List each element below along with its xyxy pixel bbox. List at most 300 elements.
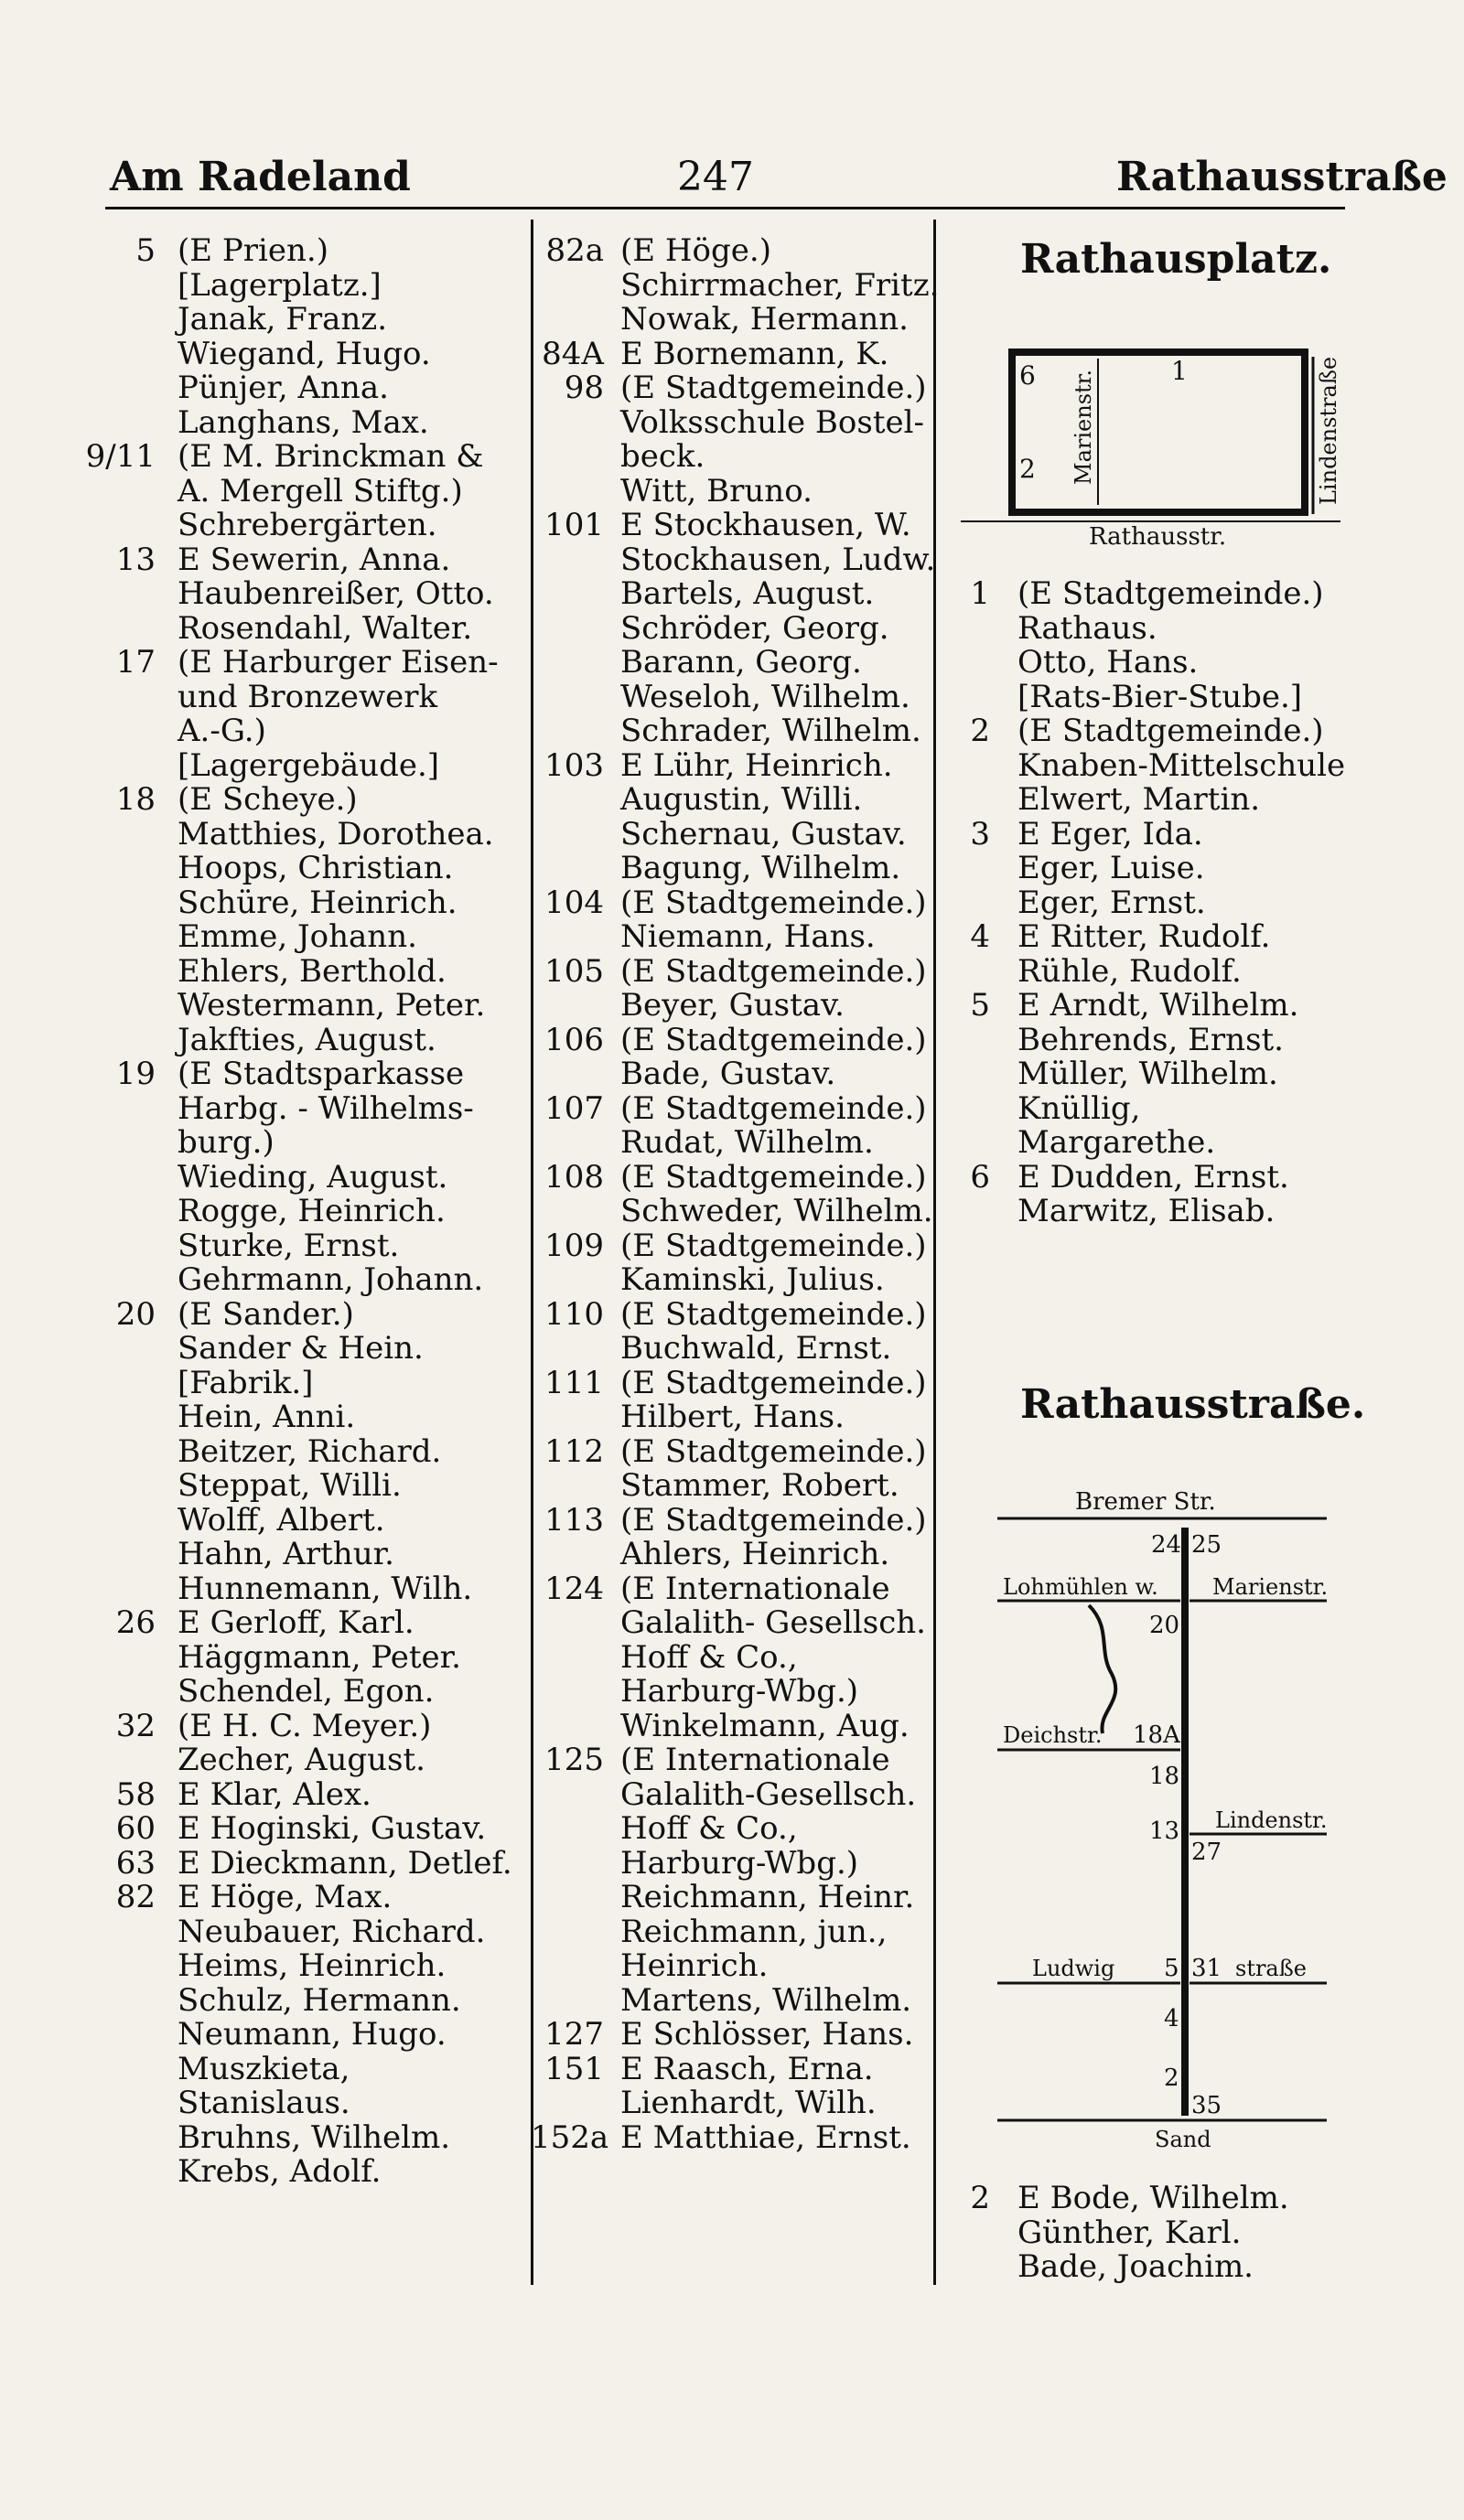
entry-text: Wiegand, Hugo. (178, 335, 431, 372)
house-number (952, 749, 990, 784)
entry-text: (E Prien.) (178, 232, 328, 269)
house-number: 2 (970, 713, 990, 749)
house-number (55, 577, 156, 612)
entry-text: (E Harburger Eisen- (178, 644, 499, 681)
lindenstr-label: Lindenstr. (1215, 1807, 1328, 1833)
list-item (55, 1432, 531, 1470)
house-number: 108 (544, 1158, 604, 1196)
list-item (531, 1021, 933, 1058)
list-item (952, 989, 1354, 1024)
house-number: 60 (115, 1810, 156, 1847)
house-number (55, 1984, 156, 2019)
house-number (952, 783, 990, 818)
list-item (531, 1707, 933, 1744)
entry-text: beck. (620, 438, 705, 475)
list-item (531, 2018, 933, 2053)
house-number (55, 1641, 156, 1676)
strasse-label: straße (1235, 1956, 1307, 1981)
house-number (952, 646, 990, 681)
list-item (531, 472, 933, 509)
house-number (531, 406, 604, 441)
list-item (531, 1981, 933, 2019)
list-item (531, 1089, 933, 1127)
header-rule (105, 207, 1345, 209)
entry-text: E Eger, Ida. (1017, 815, 1203, 853)
list-item (55, 2118, 531, 2156)
house-number (55, 509, 156, 543)
entry-text: und Bronzewerk (178, 678, 438, 715)
list-item (55, 1229, 531, 1264)
list-item (55, 783, 531, 818)
house-number (55, 989, 156, 1024)
list-item (531, 2086, 933, 2121)
marienstr-label: Marienstr. (1212, 1574, 1329, 1600)
list-item (531, 1538, 933, 1572)
lohmuehlen-river (1089, 1605, 1115, 1733)
square-outline (1012, 352, 1305, 512)
list-item (531, 1501, 933, 1539)
list-item (531, 1057, 933, 1092)
entry-text: E Höge, Max. (178, 1879, 393, 1915)
house-number (952, 2216, 990, 2251)
house-number (55, 338, 156, 372)
entry-text: Hoff & Co., (620, 1810, 798, 1847)
list-item (55, 1743, 531, 1778)
list-item (55, 335, 531, 372)
list-item (952, 609, 1354, 647)
house-number (55, 1092, 156, 1127)
entry-text: (E Höge.) (620, 232, 771, 269)
house-number: 109 (544, 1227, 604, 1264)
list-item (55, 234, 531, 269)
house-number (55, 1949, 156, 1984)
rathausplatz-map (952, 302, 1345, 549)
house-number (531, 475, 604, 509)
list-item (55, 852, 531, 886)
entry-text: Harburg-Wbg.) (620, 1673, 859, 1710)
house-number (55, 1435, 156, 1470)
list-item (952, 577, 1354, 612)
house-number (531, 646, 604, 681)
house-number (952, 681, 990, 715)
house-number (55, 1400, 156, 1435)
house-number: 19 (115, 1056, 156, 1092)
house-number: 112 (544, 1432, 604, 1470)
house-number (531, 920, 604, 955)
entry-text: Martens, Wilhelm. (620, 1981, 912, 2019)
list-item (531, 1743, 933, 1778)
entry-text: Eger, Ernst. (1017, 884, 1206, 921)
list-item (952, 886, 1354, 921)
list-item (55, 1332, 531, 1367)
house-number (531, 269, 604, 304)
list-item (531, 1881, 933, 1915)
list-item (952, 2182, 1354, 2216)
list-item (55, 1469, 531, 1504)
entry-text: Rühle, Rudolf. (1017, 952, 1242, 990)
list-item (55, 1812, 531, 1847)
list-item (531, 1332, 933, 1367)
house-number (952, 1195, 990, 1229)
list-item (55, 989, 531, 1024)
entry-text: Otto, Hans. (1017, 644, 1199, 681)
entry-text: Gehrmann, Johann. (178, 1261, 484, 1298)
house-number: 26 (115, 1604, 156, 1641)
list-item (531, 1915, 933, 1950)
entry-text: (E Stadtgemeinde.) (620, 1295, 927, 1333)
house-number (55, 303, 156, 338)
list-item (531, 1775, 933, 1813)
house-number (531, 1195, 604, 1229)
house-number (531, 1847, 604, 1882)
entry-text: Haubenreißer, Otto. (178, 575, 494, 612)
entry-text: Galalith-Gesellsch. (620, 1775, 917, 1813)
list-item (531, 577, 933, 612)
entry-text: Bagung, Wilhelm. (620, 850, 901, 886)
list-item (531, 1263, 933, 1298)
entry-text: Janak, Franz. (178, 301, 388, 338)
house-number (55, 1367, 156, 1401)
bremer-label: Bremer Str. (1075, 1488, 1216, 1516)
list-item (55, 403, 531, 441)
entry-text: E Schlösser, Hans. (620, 2016, 914, 2053)
sand-label: Sand (1155, 2127, 1211, 2152)
entry-text: E Stockhausen, W. (620, 507, 911, 543)
entry-text: Witt, Bruno. (620, 472, 813, 509)
entry-text: Bade, Joachim. (1017, 2248, 1254, 2285)
entry-text: Stanislaus. (178, 2085, 350, 2121)
entry-text: Margarethe. (1017, 1124, 1216, 1161)
house-number (55, 1469, 156, 1504)
entry-text: Ahlers, Heinrich. (620, 1536, 890, 1572)
entry-text: E Matthiae, Ernst. (620, 2118, 911, 2156)
lindenstrasse-label: Lindenstraße (1316, 356, 1341, 505)
list-item (531, 783, 933, 818)
entry-text: Eger, Luise. (1017, 850, 1205, 886)
list-item (55, 1775, 531, 1813)
list-item (55, 509, 531, 543)
list-item (55, 1981, 531, 2019)
entry-text: Jakfties, August. (178, 1021, 436, 1058)
list-item (531, 1675, 933, 1710)
house-number (531, 612, 604, 647)
list-item (531, 509, 933, 543)
entry-text: Langhans, Max. (178, 403, 429, 441)
house-number (531, 1606, 604, 1641)
column-2 (531, 232, 940, 2156)
list-item (531, 1572, 933, 1607)
house-number (55, 1024, 156, 1058)
house-number: 58 (115, 1775, 156, 1813)
entry-text: Schweder, Wilhelm. (620, 1193, 933, 1229)
list-item (55, 1195, 531, 1229)
list-item (952, 1158, 1354, 1196)
entry-text: Lienhardt, Wilh. (620, 2085, 877, 2121)
list-item (55, 371, 531, 406)
house-number (55, 1675, 156, 1710)
house-number (55, 852, 156, 886)
house-number (55, 886, 156, 921)
house-number (952, 1126, 990, 1161)
list-item (55, 1638, 531, 1676)
entry-text: (E Internationale (620, 1742, 890, 1778)
list-item (952, 1089, 1354, 1127)
house-number: 151 (544, 2050, 604, 2087)
house-number (55, 269, 156, 304)
list-item (531, 952, 933, 990)
entry-text: Zecher, August. (178, 1742, 425, 1778)
entry-text: E Raasch, Erna. (620, 2050, 874, 2087)
house-number (531, 1915, 604, 1950)
entry-text: Wieding, August. (178, 1158, 448, 1196)
house-number (55, 2018, 156, 2053)
house-number (55, 612, 156, 647)
entry-text: E Dudden, Ernst. (1017, 1158, 1289, 1196)
entry-text: Hunnemann, Wilh. (178, 1570, 473, 1607)
list-item (531, 1295, 933, 1333)
deichstr-label: Deichstr. (1003, 1722, 1103, 1748)
running-head-left: Am Radeland (110, 154, 411, 200)
entry-text: Stockhausen, Ludw. (620, 541, 936, 578)
list-item (55, 1675, 531, 1710)
entry-text: Hoops, Christian. (178, 850, 454, 886)
list-item (531, 646, 933, 681)
running-head-right: Rathausstraße (1116, 154, 1448, 200)
entry-text: (E H. C. Meyer.) (178, 1707, 432, 1744)
list-item (952, 2216, 1354, 2251)
list-item (531, 1638, 933, 1676)
list-item (55, 1057, 531, 1092)
entry-text: Krebs, Adolf. (178, 2153, 382, 2190)
house-13: 13 (1149, 1818, 1180, 1845)
list-item (55, 1844, 531, 1882)
house-number (55, 1915, 156, 1950)
entry-text: Schrader, Wilhelm. (620, 713, 921, 749)
entry-text: (E Stadtgemeinde.) (620, 1432, 927, 1470)
house-number (531, 1469, 604, 1504)
list-item (55, 266, 531, 304)
list-item (531, 746, 933, 784)
lohmuehlen-label: Lohmühlen w. (1003, 1574, 1158, 1600)
entry-text: (E Stadtgemeinde.) (620, 1089, 927, 1127)
entry-text: Sander & Hein. (178, 1330, 424, 1367)
list-item (531, 403, 933, 441)
house-number (55, 1229, 156, 1264)
house-number (531, 1984, 604, 2019)
entry-text: Hahn, Arthur. (178, 1536, 394, 1572)
entry-text: Muszkieta, (178, 2050, 350, 2087)
list-item (55, 1295, 531, 1333)
house-number: 18 (115, 781, 156, 818)
entry-text: Müller, Wilhelm. (1017, 1056, 1278, 1092)
list-item (55, 678, 531, 715)
list-item (531, 1400, 933, 1435)
house-number (531, 714, 604, 749)
list-item (55, 1606, 531, 1641)
corner-2: 2 (1019, 454, 1036, 484)
entry-text: Nowak, Hermann. (620, 301, 909, 338)
entry-text: [Fabrik.] (178, 1364, 314, 1401)
list-item (55, 472, 531, 509)
list-item (55, 952, 531, 990)
entry-text: Steppat, Willi. (178, 1467, 402, 1504)
house-number: 82 (115, 1879, 156, 1915)
house-number: 9/11 (85, 438, 156, 475)
list-item (952, 678, 1354, 715)
house-number (55, 371, 156, 406)
house-number (531, 577, 604, 612)
entry-text: Wolff, Albert. (178, 1501, 385, 1539)
entry-text: E Bornemann, K. (620, 335, 889, 372)
house-20: 20 (1149, 1612, 1180, 1639)
list-item (531, 1844, 933, 1882)
entry-text: Harburg-Wbg.) (620, 1844, 859, 1882)
entry-text: E Bode, Wilhelm. (1017, 2180, 1289, 2216)
list-item (531, 989, 933, 1024)
house-number: 4 (970, 918, 990, 955)
entry-text: E Lühr, Heinrich. (620, 746, 893, 784)
list-item (531, 1229, 933, 1264)
entry-text: Schulz, Hermann. (178, 1981, 461, 2019)
house-number (952, 852, 990, 886)
entry-text: [Lagergebäude.] (178, 746, 440, 784)
list-item (952, 1021, 1354, 1058)
ludwig-label: Ludwig (1032, 1956, 1115, 1981)
entry-text: E Dieckmann, Detlef. (178, 1844, 512, 1882)
list-item (531, 440, 933, 475)
column-divider-2 (933, 220, 936, 2285)
house-number (55, 1161, 156, 1196)
list-item (952, 646, 1354, 681)
list-item (55, 714, 531, 749)
house-number: 124 (544, 1570, 604, 1607)
entry-text: Niemann, Hans. (620, 918, 876, 955)
house-number (952, 2250, 990, 2285)
house-number (531, 1538, 604, 1572)
entry-text: Neumann, Hugo. (178, 2016, 447, 2053)
entry-text: Sturke, Ernst. (178, 1227, 400, 1264)
house-number (531, 440, 604, 475)
list-item (531, 714, 933, 749)
house-number (55, 475, 156, 509)
list-item (952, 1126, 1354, 1161)
house-number: 127 (544, 2016, 604, 2053)
house-25: 25 (1191, 1531, 1222, 1559)
entry-text: Volksschule Bostel- (620, 403, 924, 441)
house-number (952, 886, 990, 921)
entry-text: E Ritter, Rudolf. (1017, 918, 1271, 955)
entry-text: (E Stadtsparkasse (178, 1056, 465, 1092)
marienstr-label: Marienstr. (1071, 369, 1096, 485)
house-number (531, 1641, 604, 1676)
entry-text: Kaminski, Julius. (620, 1261, 885, 1298)
corner-6: 6 (1019, 360, 1036, 391)
house-number (531, 1881, 604, 1915)
entry-text: (E Stadtgemeinde.) (620, 1227, 927, 1264)
entry-text: burg.) (178, 1124, 274, 1161)
list-item (531, 1949, 933, 1984)
rathausstr-label: Rathausstr. (1089, 523, 1227, 549)
list-item (531, 1432, 933, 1470)
entry-text: E Hoginski, Gustav. (178, 1810, 487, 1847)
list-item (55, 1915, 531, 1950)
entry-text: Heims, Heinrich. (178, 1947, 447, 1984)
rathausplatz-heading: Rathausplatz. (1020, 236, 1332, 283)
house-number: 84A (542, 335, 604, 372)
list-item (55, 303, 531, 338)
entry-text: Barann, Georg. (620, 644, 862, 681)
list-item (55, 1158, 531, 1196)
list-item (531, 266, 940, 304)
entry-text: E Gerloff, Karl. (178, 1604, 414, 1641)
house-number (531, 852, 604, 886)
entry-text: Matthies, Dorothea. (178, 815, 494, 853)
house-number: 107 (544, 1089, 604, 1127)
house-31: 31 (1191, 1955, 1222, 1982)
list-item (952, 1195, 1354, 1229)
house-number (952, 1057, 990, 1092)
list-item (531, 1195, 933, 1229)
entry-text: (E Stadtgemeinde.) (620, 1501, 927, 1539)
list-item (55, 1538, 531, 1572)
house-number (531, 2086, 604, 2121)
entry-text: Elwert, Martin. (1017, 781, 1261, 818)
house-18: 18 (1149, 1763, 1180, 1790)
house-number (531, 1400, 604, 1435)
entry-text: Beyer, Gustav. (620, 987, 845, 1024)
rathausstrasse-map (952, 1468, 1345, 2163)
house-number: 6 (970, 1158, 990, 1196)
entry-text: Schüre, Heinrich. (178, 884, 458, 921)
house-number (55, 714, 156, 749)
list-item (55, 1126, 531, 1161)
house-35: 35 (1191, 2092, 1222, 2119)
house-number (952, 955, 990, 990)
house-2: 2 (1164, 2064, 1179, 2092)
house-number (55, 920, 156, 955)
house-number (531, 681, 604, 715)
house-27: 27 (1191, 1839, 1222, 1866)
list-item (531, 1364, 933, 1401)
house-number (531, 989, 604, 1024)
entry-text: A.-G.) (178, 713, 266, 749)
entry-text: Harbg. - Wilhelms- (178, 1089, 474, 1127)
list-item (952, 2250, 1354, 2285)
list-item (952, 852, 1354, 886)
house-number (55, 2086, 156, 2121)
entry-text: E Arndt, Wilhelm. (1017, 987, 1299, 1024)
house-number: 104 (544, 884, 604, 921)
list-item (952, 1057, 1354, 1092)
house-number: 82a (545, 232, 604, 269)
list-item (531, 1158, 933, 1196)
house-number: 101 (544, 507, 604, 543)
entry-text: Rathaus. (1017, 609, 1157, 647)
entry-text: (E Sander.) (178, 1295, 354, 1333)
house-number (55, 1572, 156, 1607)
list-item (531, 1469, 933, 1504)
list-item (531, 678, 933, 715)
house-number: 13 (115, 541, 156, 578)
house-number (531, 303, 604, 338)
list-item (531, 371, 933, 406)
list-item (531, 815, 933, 853)
house-number (55, 2155, 156, 2190)
list-item (531, 886, 933, 921)
house-number (55, 1263, 156, 1298)
list-item (952, 920, 1354, 955)
entry-text: (E Stadtgemeinde.) (620, 1364, 927, 1401)
